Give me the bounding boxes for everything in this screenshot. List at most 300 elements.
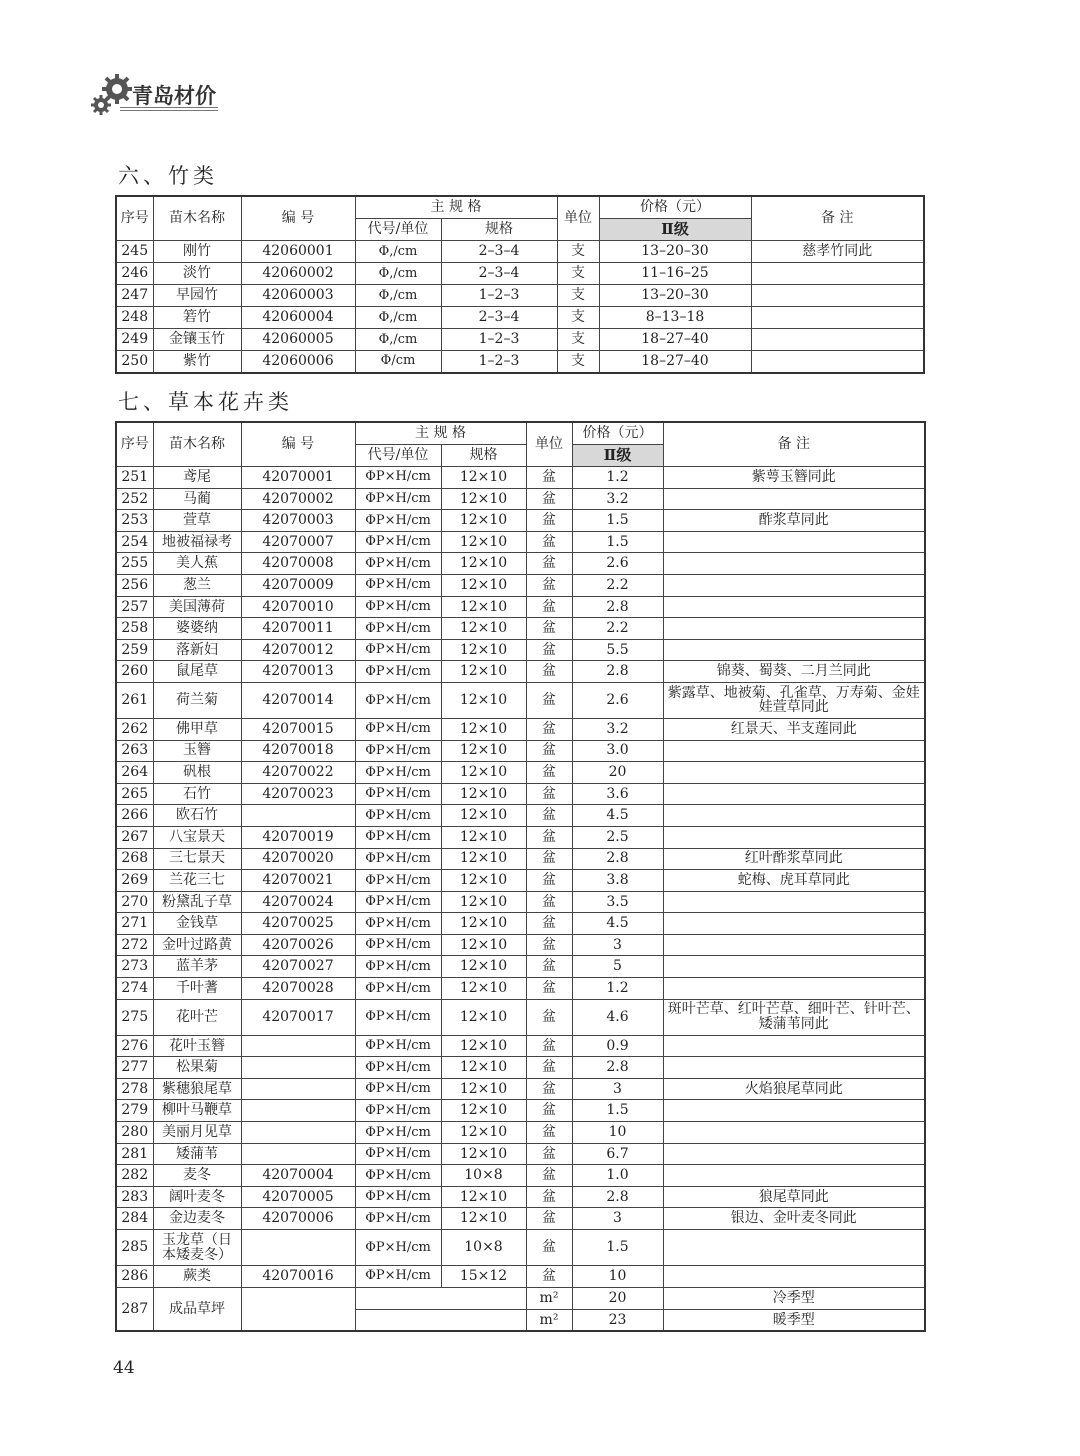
row-number: 280 [116, 1122, 153, 1144]
plant-name: 马蔺 [153, 488, 241, 510]
table-row [116, 488, 925, 510]
table-row [116, 826, 925, 848]
item-code: 42070011 [241, 618, 355, 640]
row-number: 277 [116, 1057, 153, 1079]
unit: 盆 [526, 956, 572, 978]
spec-unit: ΦP×H/cm [355, 467, 441, 489]
table-row [116, 1230, 925, 1266]
spec-value: 12×10 [441, 783, 526, 805]
price: 18–27–40 [599, 351, 751, 373]
price: 2.8 [572, 1186, 663, 1208]
unit: 支 [557, 307, 599, 329]
table-row [116, 1078, 925, 1100]
unit: 盆 [526, 891, 572, 913]
row-number: 284 [116, 1208, 153, 1230]
price: 5 [572, 956, 663, 978]
spec-value: 12×10 [441, 1208, 526, 1230]
spec-unit: ΦP×H/cm [355, 1186, 441, 1208]
plant-name: 箬竹 [153, 307, 241, 329]
plant-name: 三七景天 [153, 848, 241, 870]
plant-name: 地被福禄考 [153, 531, 241, 553]
item-code: 42070025 [241, 913, 355, 935]
plant-name: 葱兰 [153, 574, 241, 596]
spec-unit: ΦP×H/cm [355, 488, 441, 510]
plant-name: 矮蒲苇 [153, 1143, 241, 1165]
spec-unit: ΦP×H/cm [355, 999, 441, 1035]
note: 蛇梅、虎耳草同此 [663, 870, 925, 892]
spec-unit: Φ,/cm [355, 263, 441, 285]
price: 2.6 [572, 553, 663, 575]
price: 4.5 [572, 913, 663, 935]
spec-unit: ΦP×H/cm [355, 891, 441, 913]
spec-value: 12×10 [441, 1057, 526, 1079]
spec-unit: ΦP×H/cm [355, 661, 441, 683]
item-code [241, 1057, 355, 1079]
spec-unit: ΦP×H/cm [355, 1035, 441, 1057]
item-code: 42070028 [241, 978, 355, 1000]
price: 5.5 [572, 639, 663, 661]
table-row [116, 1208, 925, 1230]
unit: 盆 [526, 574, 572, 596]
spec-value: 10×8 [441, 1230, 526, 1266]
item-code: 42060001 [241, 241, 355, 263]
unit: 盆 [526, 682, 572, 718]
spec-unit: ΦP×H/cm [355, 1143, 441, 1165]
note [663, 740, 925, 762]
spec-value: 12×10 [441, 488, 526, 510]
note [663, 1143, 925, 1165]
unit: 盆 [526, 1266, 572, 1288]
unit: 盆 [526, 553, 572, 575]
note [663, 805, 925, 827]
table-row [116, 870, 925, 892]
row-number: 282 [116, 1165, 153, 1187]
col-spec-unit-header: 代号/单位 [355, 219, 441, 241]
spec-unit: Φ,/cm [355, 241, 441, 263]
table-row [116, 740, 925, 762]
price: 3.6 [572, 783, 663, 805]
price: 1.5 [572, 1100, 663, 1122]
row-number: 257 [116, 596, 153, 618]
spec-unit: ΦP×H/cm [355, 762, 441, 784]
item-code: 42070023 [241, 783, 355, 805]
spec-unit: ΦP×H/cm [355, 553, 441, 575]
price: 2.6 [572, 682, 663, 718]
row-number: 267 [116, 826, 153, 848]
unit: m² [526, 1287, 572, 1309]
plant-name: 佛甲草 [153, 718, 241, 740]
note: 火焰狼尾草同此 [663, 1078, 925, 1100]
price: 2.2 [572, 618, 663, 640]
unit: 盆 [526, 826, 572, 848]
note: 暖季型 [663, 1309, 925, 1331]
note [663, 596, 925, 618]
spec-unit: Φ,/cm [355, 307, 441, 329]
note [663, 574, 925, 596]
bamboo-price-table [115, 195, 925, 374]
note [663, 956, 925, 978]
item-code: 42070019 [241, 826, 355, 848]
col-spec-unit-header: 代号/单位 [355, 445, 441, 467]
spec-value: 12×10 [441, 762, 526, 784]
table-row [116, 467, 925, 489]
unit: 盆 [526, 618, 572, 640]
unit: 盆 [526, 783, 572, 805]
unit: 盆 [526, 661, 572, 683]
table-row [116, 1122, 925, 1144]
row-number: 268 [116, 848, 153, 870]
table-row [116, 241, 924, 263]
spec-unit: ΦP×H/cm [355, 718, 441, 740]
unit: 盆 [526, 639, 572, 661]
note [663, 1266, 925, 1288]
row-number: 264 [116, 762, 153, 784]
table-row [116, 351, 924, 373]
price: 6.7 [572, 1143, 663, 1165]
row-number: 249 [116, 329, 153, 351]
logo-text: 青岛材价 [132, 84, 216, 108]
spec-value: 2–3–4 [441, 241, 557, 263]
price: 1.5 [572, 531, 663, 553]
unit: 盆 [526, 870, 572, 892]
spec-unit: ΦP×H/cm [355, 1057, 441, 1079]
note [663, 934, 925, 956]
plant-name: 美人蕉 [153, 553, 241, 575]
row-number: 259 [116, 639, 153, 661]
item-code: 42070008 [241, 553, 355, 575]
item-code [241, 1035, 355, 1057]
row-number: 285 [116, 1230, 153, 1266]
spec-value: 12×10 [441, 639, 526, 661]
item-code: 42070020 [241, 848, 355, 870]
note [663, 1057, 925, 1079]
table-row [116, 718, 925, 740]
table-row [116, 510, 925, 532]
row-number: 254 [116, 531, 153, 553]
note [663, 1100, 925, 1122]
unit: 盆 [526, 718, 572, 740]
price: 13–20–30 [599, 241, 751, 263]
table-row [116, 639, 925, 661]
spec-value: 12×10 [441, 934, 526, 956]
note [663, 1230, 925, 1266]
item-code: 42070010 [241, 596, 355, 618]
col-spec-header: 规格 [441, 445, 526, 467]
spec-empty [355, 1309, 526, 1331]
note [663, 1122, 925, 1144]
row-number: 269 [116, 870, 153, 892]
table-row [116, 891, 925, 913]
spec-value: 12×10 [441, 740, 526, 762]
plant-name: 玉簪 [153, 740, 241, 762]
logo-underline [120, 107, 218, 111]
price: 3.5 [572, 891, 663, 913]
spec-value: 12×10 [441, 531, 526, 553]
unit: 盆 [526, 1057, 572, 1079]
col-main-spec-header: 主 规 格 [355, 422, 526, 445]
plant-name: 千叶蓍 [153, 978, 241, 1000]
note [663, 978, 925, 1000]
spec-unit: ΦP×H/cm [355, 913, 441, 935]
spec-unit: ΦP×H/cm [355, 1208, 441, 1230]
spec-unit: ΦP×H/cm [355, 783, 441, 805]
spec-value: 12×10 [441, 1143, 526, 1165]
spec-value: 12×10 [441, 826, 526, 848]
price: 1.5 [572, 1230, 663, 1266]
table-row [116, 956, 925, 978]
spec-value: 12×10 [441, 1100, 526, 1122]
table-row [116, 307, 924, 329]
note [751, 307, 924, 329]
row-number: 271 [116, 913, 153, 935]
spec-value: 12×10 [441, 956, 526, 978]
spec-unit: ΦP×H/cm [355, 978, 441, 1000]
item-code: 42070024 [241, 891, 355, 913]
page-number: 44 [113, 1358, 135, 1378]
note: 慈孝竹同此 [751, 241, 924, 263]
plant-name: 阔叶麦冬 [153, 1186, 241, 1208]
note [663, 531, 925, 553]
unit: 盆 [526, 1100, 572, 1122]
note [751, 263, 924, 285]
row-number: 260 [116, 661, 153, 683]
plant-name: 落新妇 [153, 639, 241, 661]
row-number: 245 [116, 241, 153, 263]
price: 2.8 [572, 1057, 663, 1079]
price: 3.2 [572, 718, 663, 740]
plant-name: 金边麦冬 [153, 1208, 241, 1230]
spec-value: 12×10 [441, 467, 526, 489]
spec-value: 10×8 [441, 1165, 526, 1187]
spec-value: 12×10 [441, 1186, 526, 1208]
spec-unit: ΦP×H/cm [355, 596, 441, 618]
note [663, 826, 925, 848]
plant-name: 美国薄荷 [153, 596, 241, 618]
item-code [241, 1143, 355, 1165]
spec-value: 12×10 [441, 913, 526, 935]
unit: 支 [557, 285, 599, 307]
item-code: 42070017 [241, 999, 355, 1035]
table-row [116, 618, 925, 640]
spec-value: 12×10 [441, 891, 526, 913]
table-header-row [116, 422, 925, 445]
spec-unit: Φ,/cm [355, 329, 441, 351]
unit: 盆 [526, 1230, 572, 1266]
table-header-row [116, 196, 924, 219]
plant-name: 金钱草 [153, 913, 241, 935]
item-code: 42070021 [241, 870, 355, 892]
price: 11–16–25 [599, 263, 751, 285]
spec-value: 15×12 [441, 1266, 526, 1288]
table-row [116, 553, 925, 575]
unit: 支 [557, 329, 599, 351]
plant-name: 柳叶马鞭草 [153, 1100, 241, 1122]
spec-unit: ΦP×H/cm [355, 1230, 441, 1266]
spec-value: 12×10 [441, 574, 526, 596]
plant-name: 矾根 [153, 762, 241, 784]
note: 红景天、半支莲同此 [663, 718, 925, 740]
unit: 盆 [526, 510, 572, 532]
spec-unit: ΦP×H/cm [355, 1266, 441, 1288]
note [663, 762, 925, 784]
row-number: 255 [116, 553, 153, 575]
herbaceous-price-table [115, 421, 926, 1332]
table-row [116, 329, 924, 351]
unit: 支 [557, 263, 599, 285]
unit: 盆 [526, 805, 572, 827]
unit: 盆 [526, 1122, 572, 1144]
spec-unit: ΦP×H/cm [355, 805, 441, 827]
plant-name: 鼠尾草 [153, 661, 241, 683]
unit: 盆 [526, 1186, 572, 1208]
price: 2.5 [572, 826, 663, 848]
spec-value: 12×10 [441, 1078, 526, 1100]
row-number: 274 [116, 978, 153, 1000]
table-row [116, 1165, 925, 1187]
note [663, 553, 925, 575]
unit: 盆 [526, 1143, 572, 1165]
plant-name: 鸢尾 [153, 467, 241, 489]
row-number: 278 [116, 1078, 153, 1100]
item-code: 42070018 [241, 740, 355, 762]
price: 2.8 [572, 596, 663, 618]
section-title-bamboo: 六、竹类 [118, 164, 218, 188]
item-code: 42070006 [241, 1208, 355, 1230]
row-number: 265 [116, 783, 153, 805]
table-row [116, 263, 924, 285]
item-code: 42060005 [241, 329, 355, 351]
plant-name: 成品草坪 [153, 1287, 241, 1331]
note [663, 1035, 925, 1057]
plant-name: 蓝羊茅 [153, 956, 241, 978]
table-row [116, 1186, 925, 1208]
price: 13–20–30 [599, 285, 751, 307]
table-row [116, 285, 924, 307]
row-number: 287 [116, 1287, 153, 1331]
item-code: 42070012 [241, 639, 355, 661]
unit: 支 [557, 351, 599, 373]
item-code: 42070004 [241, 1165, 355, 1187]
row-number: 286 [116, 1266, 153, 1288]
unit: 支 [557, 241, 599, 263]
spec-value: 12×10 [441, 510, 526, 532]
price: 18–27–40 [599, 329, 751, 351]
note: 狼尾草同此 [663, 1186, 925, 1208]
table-row [116, 805, 925, 827]
item-code: 42070001 [241, 467, 355, 489]
spec-unit: Φ/cm [355, 351, 441, 373]
spec-value: 1–2–3 [441, 329, 557, 351]
spec-value: 12×10 [441, 848, 526, 870]
spec-unit: ΦP×H/cm [355, 1165, 441, 1187]
item-code [241, 1100, 355, 1122]
table-row [116, 978, 925, 1000]
plant-name: 淡竹 [153, 263, 241, 285]
col-name-header: 苗木名称 [153, 196, 241, 241]
spec-value: 12×10 [441, 553, 526, 575]
plant-name: 萱草 [153, 510, 241, 532]
table-row [116, 1100, 925, 1122]
price: 23 [572, 1309, 663, 1331]
item-code: 42070007 [241, 531, 355, 553]
price: 3 [572, 1208, 663, 1230]
row-number: 261 [116, 682, 153, 718]
price: 2.8 [572, 661, 663, 683]
spec-unit: ΦP×H/cm [355, 682, 441, 718]
spec-value: 12×10 [441, 682, 526, 718]
spec-unit: ΦP×H/cm [355, 574, 441, 596]
plant-name: 荷兰菊 [153, 682, 241, 718]
plant-name: 八宝景天 [153, 826, 241, 848]
spec-unit: ΦP×H/cm [355, 531, 441, 553]
table-row [116, 1035, 925, 1057]
unit: 盆 [526, 740, 572, 762]
table-row [116, 1266, 925, 1288]
plant-name: 紫竹 [153, 351, 241, 373]
plant-name: 金叶过路黄 [153, 934, 241, 956]
spec-unit: ΦP×H/cm [355, 826, 441, 848]
table-row [116, 999, 925, 1035]
spec-value: 12×10 [441, 870, 526, 892]
note [663, 891, 925, 913]
note: 锦葵、蜀葵、二月兰同此 [663, 661, 925, 683]
price: 3 [572, 1078, 663, 1100]
note: 冷季型 [663, 1287, 925, 1309]
item-code [241, 1230, 355, 1266]
col-main-spec-header: 主 规 格 [355, 196, 557, 219]
unit: 盆 [526, 934, 572, 956]
plant-name: 婆婆纳 [153, 618, 241, 640]
row-number: 251 [116, 467, 153, 489]
price: 8–13–18 [599, 307, 751, 329]
price: 0.9 [572, 1035, 663, 1057]
item-code: 42070016 [241, 1266, 355, 1288]
row-number: 270 [116, 891, 153, 913]
plant-name: 石竹 [153, 783, 241, 805]
row-number: 273 [116, 956, 153, 978]
note: 酢浆草同此 [663, 510, 925, 532]
item-code: 42060002 [241, 263, 355, 285]
unit: 盆 [526, 978, 572, 1000]
row-number: 250 [116, 351, 153, 373]
spec-unit: ΦP×H/cm [355, 740, 441, 762]
table-row [116, 1057, 925, 1079]
row-number: 258 [116, 618, 153, 640]
plant-name: 花叶玉簪 [153, 1035, 241, 1057]
row-number: 279 [116, 1100, 153, 1122]
col-unit-header: 单位 [526, 422, 572, 467]
row-number: 272 [116, 934, 153, 956]
plant-name: 蕨类 [153, 1266, 241, 1288]
row-number: 281 [116, 1143, 153, 1165]
spec-unit: ΦP×H/cm [355, 870, 441, 892]
plant-name: 粉黛乱子草 [153, 891, 241, 913]
unit: 盆 [526, 1035, 572, 1057]
plant-name: 花叶芒 [153, 999, 241, 1035]
table-row [116, 913, 925, 935]
col-price-header: 价格（元） [572, 422, 663, 445]
unit: 盆 [526, 848, 572, 870]
spec-value: 2–3–4 [441, 263, 557, 285]
row-number: 275 [116, 999, 153, 1035]
col-unit-header: 单位 [557, 196, 599, 241]
table-row [116, 848, 925, 870]
col-spec-header: 规格 [441, 219, 557, 241]
unit: 盆 [526, 1078, 572, 1100]
plant-name: 松果菊 [153, 1057, 241, 1079]
item-code: 42070005 [241, 1186, 355, 1208]
price: 2.8 [572, 848, 663, 870]
